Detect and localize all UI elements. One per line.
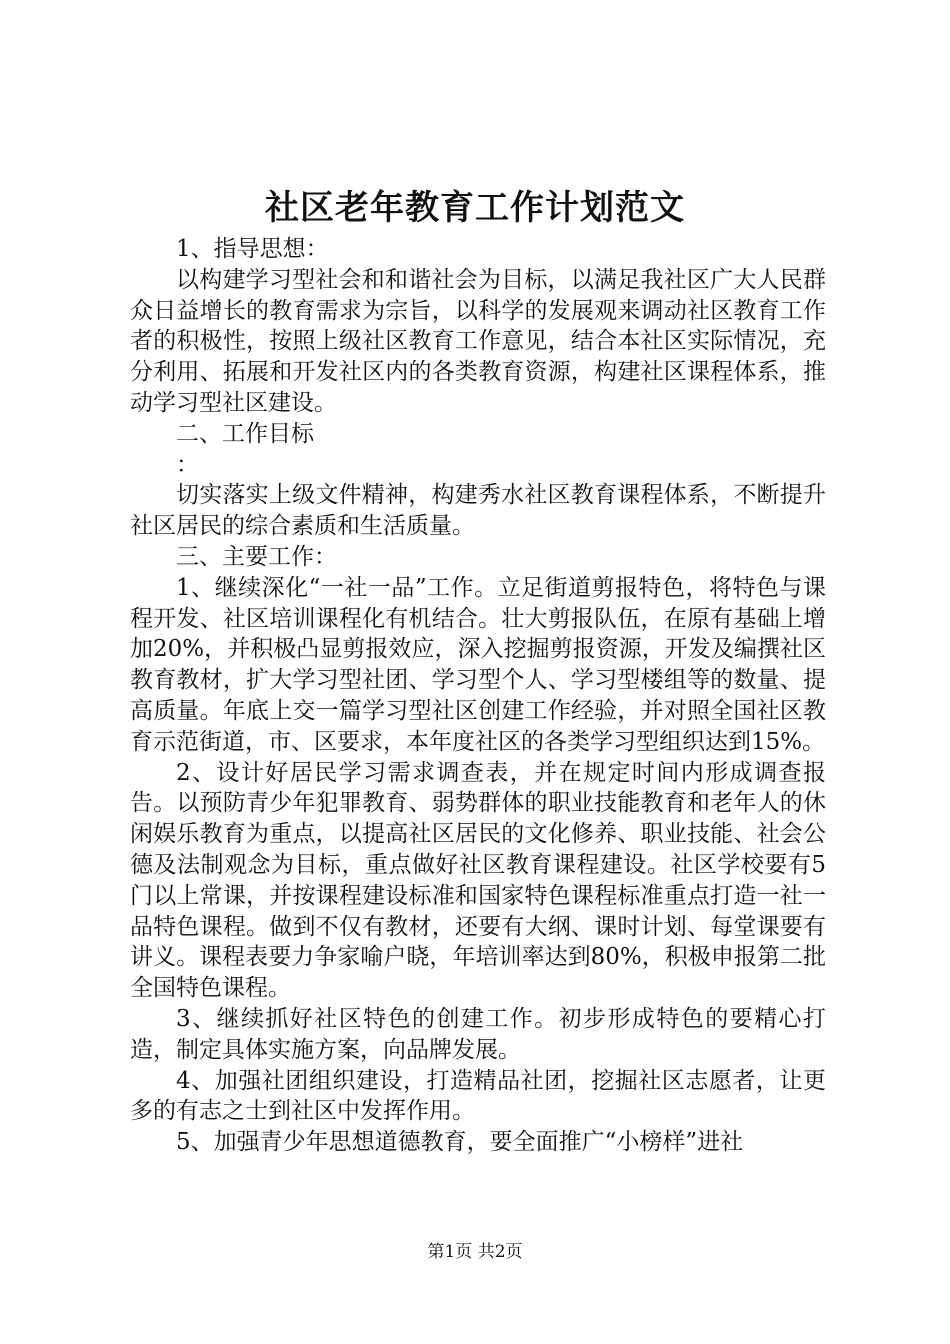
paragraph-main-work-5: 5、加强青少年思想道德教育，要全面推广“小榜样”进社 — [176, 1129, 744, 1156]
paragraph-main-work-1: 1、继续深化“一社一品”工作。立足街道剪报特色，将特色与课程开发、社区培训课程化有机结合。壮大剪报队伍，在原有基础上增加20%，并积极凸显剪报效应，深入挖掘剪报资源，开发及编撰社区教育教材，扩大学习型社团、学习型个人、学习型楼组等的数量、提高质量。年底上交一篇学习型社区创建工作经验，并对照全国社区教育示范街道，市、区要求，本年度社区的各类学习型组织达到15%。 — [130, 574, 826, 755]
stray-colon: ： — [176, 451, 199, 478]
paragraph-main-work-2: 2、设计好居民学习需求调查表，并在规定时间内形成调查报告。以预防青少年犯罪教育、弱势群体的职业技能教育和老年人的休闲娱乐教育为重点，以提高社区居民的文化修养、职业技能、社会公德及法制观念为目标，重点做好社区教育课程建设。社区学校要有5门以上常课，并按课程建设标准和国家特色课程标准重点打造一社一品特色课程。做到不仅有教材，还要有大纲、课时计划、每堂课要有讲义。课程表要力争家喻户晓，年培训率达到80%，积极申报第二批全国特色课程。 — [130, 759, 826, 1002]
paragraph-guiding-thought: 以构建学习型社会和和谐社会为目标，以满足我社区广大人民群众日益增长的教育需求为宗旨，以科学的发展观来调动社区教育工作者的积极性，按照上级社区教育工作意见，结合本社区实际情况，充分利用、拓展和开发社区内的各类教育资源，构建社区课程体系，推动学习型社区建设。 — [130, 266, 826, 416]
page-footer: 第1页 共2页 — [427, 1242, 523, 1262]
paragraph-main-work-4: 4、加强社团组织建设，打造精品社团，挖掘社区志愿者，让更多的有志之士到社区中发挥作用。 — [130, 1067, 826, 1125]
section-heading-guiding-thought: 1、指导思想： — [176, 236, 329, 262]
section-heading-main-work: 三、主要工作： — [176, 543, 337, 570]
paragraph-work-goals: 切实落实上级文件精神，构建秀水社区教育课程体系，不断提升社区居民的综合素质和生活质量。 — [130, 482, 826, 540]
document-title: 社区老年教育工作计划范文 — [265, 188, 685, 228]
document-body — [130, 234, 826, 1158]
paragraph-main-work-3: 3、继续抓好社区特色的创建工作。初步形成特色的要精心打造，制定具体实施方案，向品牌发展。 — [130, 1005, 826, 1063]
section-heading-work-goals: 二、工作目标 — [176, 420, 314, 447]
